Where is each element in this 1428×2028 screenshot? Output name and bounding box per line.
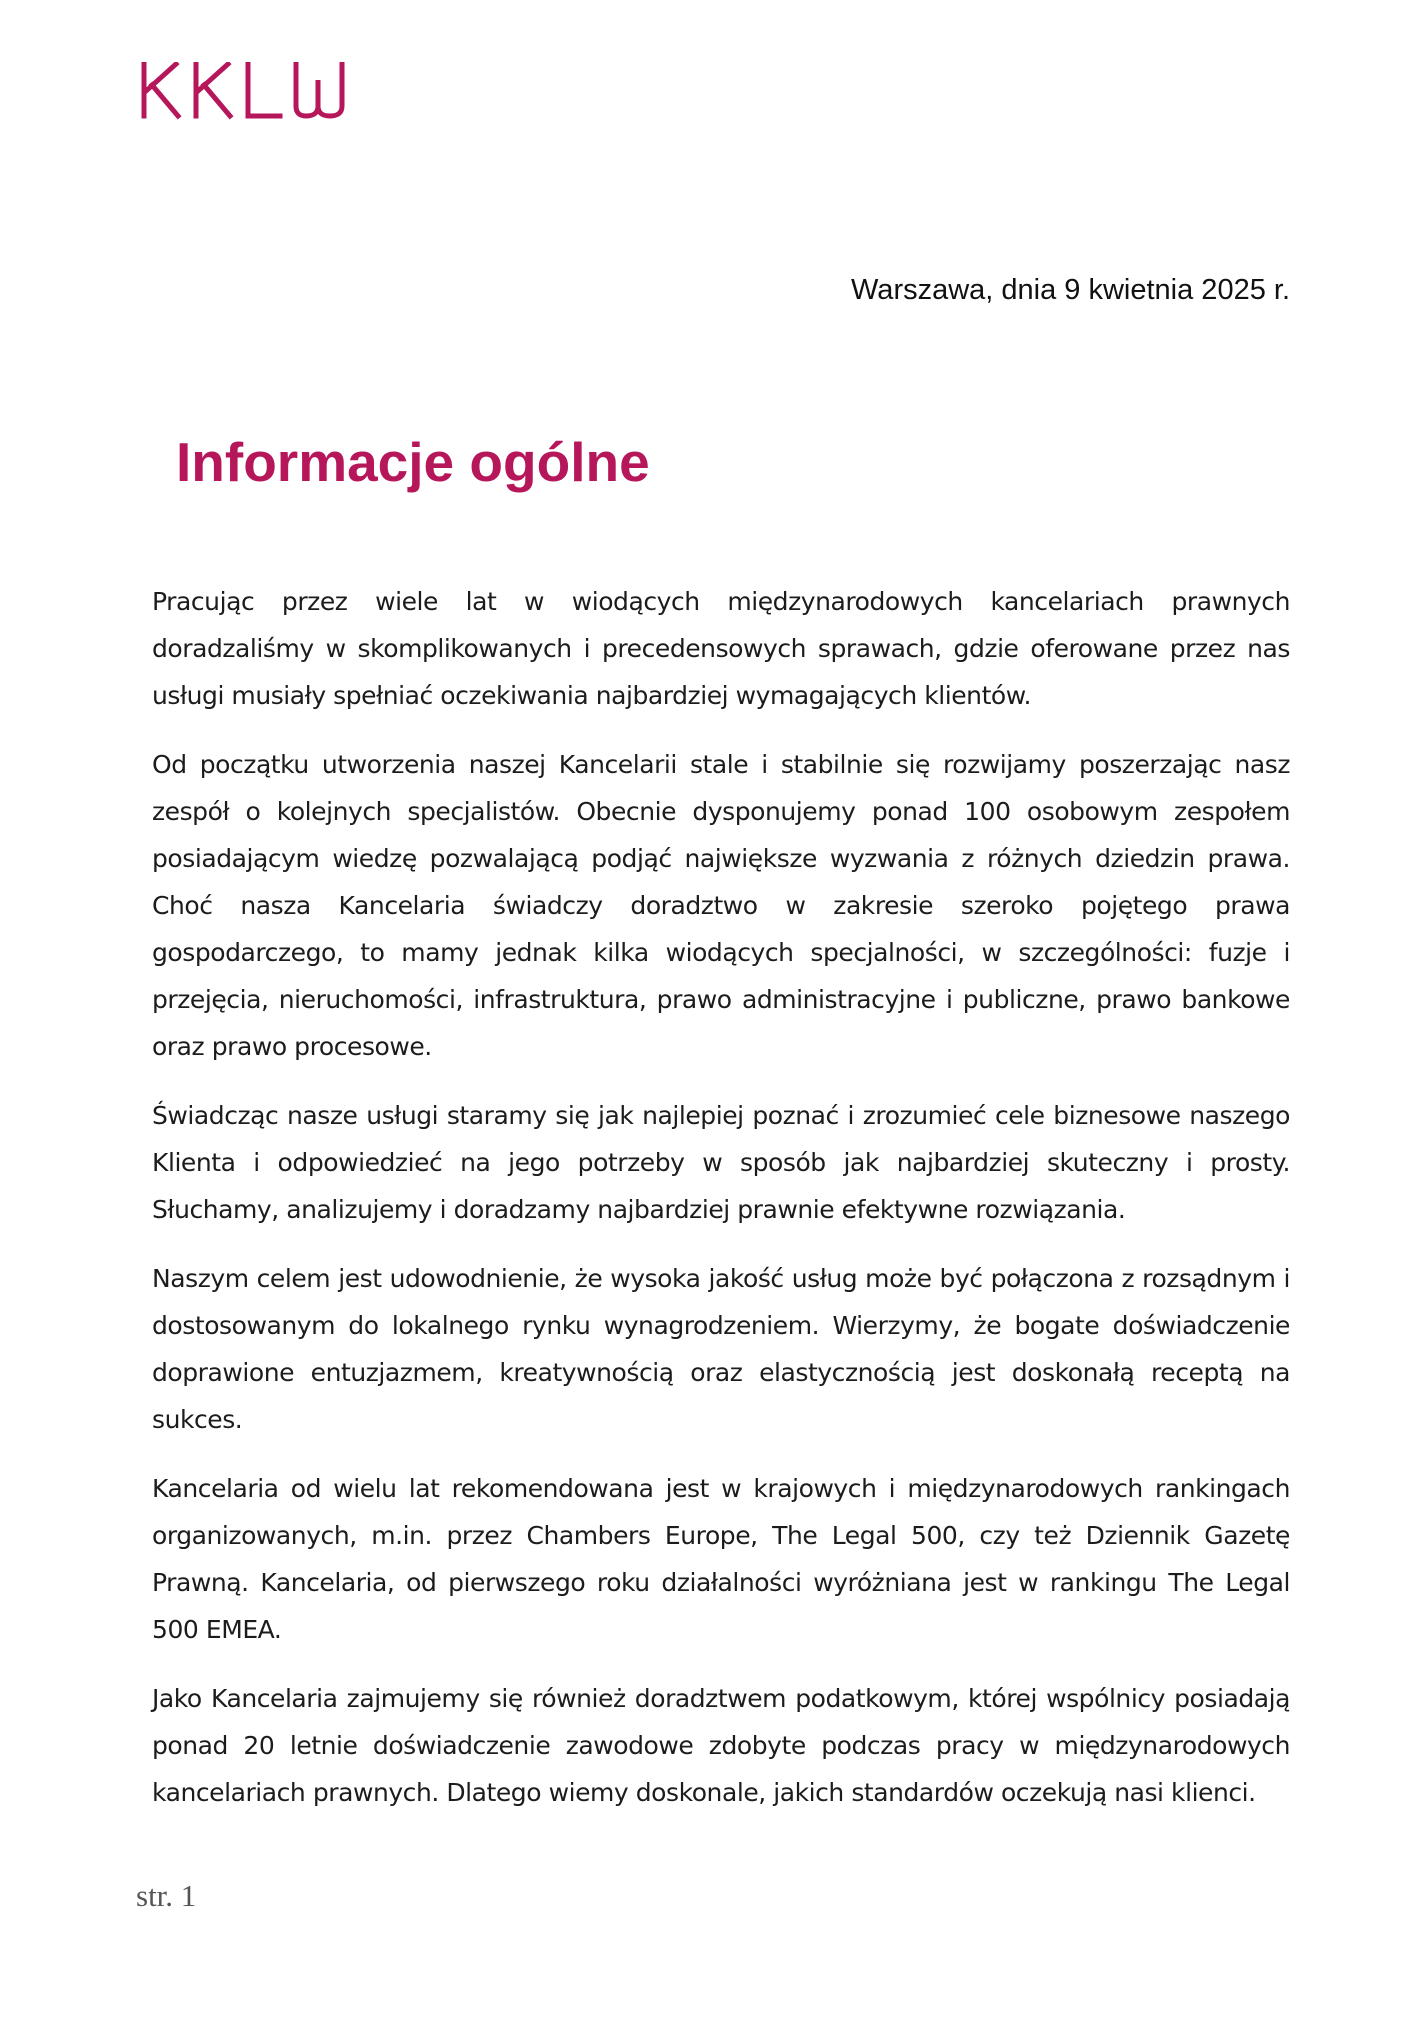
- paragraph: Od początku utworzenia naszej Kancelarii stale i stabilnie się rozwijamy poszerzając nasz zespół o kolejnych specjalistów. Obecnie dysponujemy ponad 100 osobowym zespołem posiadającym wiedzę pozwalającą podjąć największe wyzwania z różnych dziedzin prawa. Choć nasza Kancelaria świadczy doradztwo w zakresie szeroko pojętego prawa gospodarczego, to mamy jednak kilka wiodących specjalności, w szczególności: fuzje i przejęcia, nieruchomości, infrastruktura, prawo administracyjne i publiczne, prawo bankowe oraz prawo procesowe.: [152, 750, 1290, 1061]
- paragraph: Jako Kancelaria zajmujemy się również doradztwem podatkowym, której wspólnicy posiadają ponad 20 letnie doświadczenie zawodowe zdobyte podczas pracy w międzynarodowych kancelariach prawnych. Dlatego wiemy doskonale, jakich standardów oczekują nasi klienci.: [152, 1684, 1290, 1807]
- kklw-logo-mark: [140, 62, 350, 120]
- paragraph: Kancelaria od wielu lat rekomendowana jest w krajowych i międzynarodowych rankingach organizowanych, m.in. przez Chambers Europe, The Legal 500, czy też Dziennik Gazetę Prawną. Kancelaria, od pierwszego roku działalności wyróżniana jest w rankingu The Legal 500 EMEA.: [152, 1474, 1290, 1644]
- document-body: [152, 578, 1290, 1838]
- paragraph: Naszym celem jest udowodnienie, że wysoka jakość usług może być połączona z rozsądnym i dostosowanym do lokalnego rynku wynagrodzeniem. Wierzymy, że bogate doświadczenie doprawione entuzjazmem, kreatywnością oraz elastycznością jest doskonałą receptą na sukces.: [152, 1264, 1290, 1434]
- paragraph: Pracując przez wiele lat w wiodących międzynarodowych kancelariach prawnych doradzaliśmy w skomplikowanych i precedensowych sprawach, gdzie oferowane przez nas usługi musiały spełniać oczekiwania najbardziej wymagających klientów.: [152, 587, 1290, 710]
- page-title: Informacje ogólne: [176, 431, 650, 493]
- paragraph: Świadcząc nasze usługi staramy się jak najlepiej poznać i zrozumieć cele biznesowe naszego Klienta i odpowiedzieć na jego potrzeby w sposób jak najbardziej skuteczny i prosty. Słuchamy, analizujemy i doradzamy najbardziej prawnie efektywne rozwiązania.: [152, 1101, 1290, 1224]
- page-number: str. 1: [136, 1878, 197, 1913]
- kklw-logo: [140, 62, 350, 120]
- document-date: Warszawa, dnia 9 kwietnia 2025 r.: [851, 274, 1290, 306]
